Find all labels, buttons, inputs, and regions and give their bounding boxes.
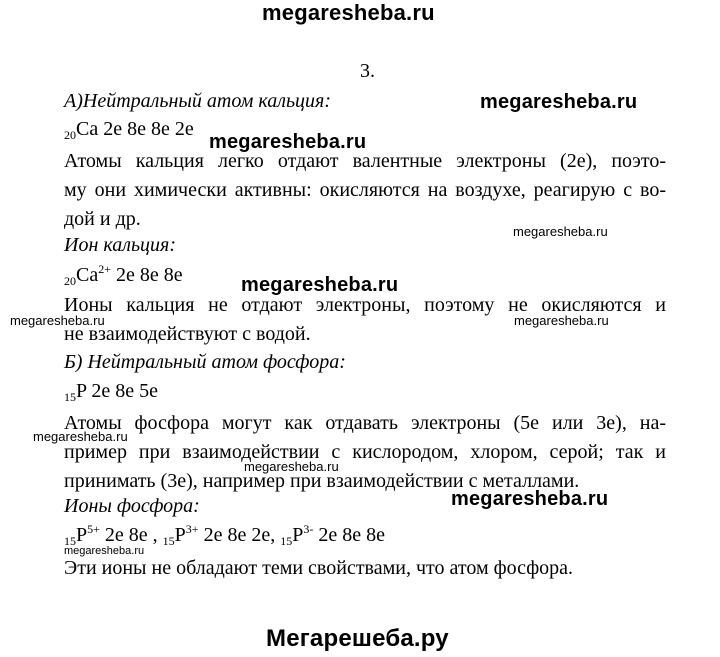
phosphorus-paragraph — [64, 409, 666, 496]
watermark-right-6: megaresheba.ru — [514, 313, 609, 328]
watermark-center-4: megaresheba.ru — [241, 274, 399, 296]
calcium-ion-paragraph-line-1: Ионы кальция не отдают электроны, поэтому не окисляются и — [64, 294, 666, 316]
p-ion-2-atomic-number: 15 — [162, 534, 175, 548]
watermark-right-9: megaresheba.ru — [451, 488, 609, 510]
calcium-ion-charge: 2+ — [98, 262, 111, 276]
phosphorus-ions-config — [64, 524, 385, 547]
calcium-ion-symbol: Ca — [76, 264, 99, 286]
heading-calcium-ion: Ион кальция: — [64, 234, 177, 256]
p-ion-2-symbol: P — [174, 524, 186, 546]
calcium-symbol: Ca — [76, 118, 99, 140]
calcium-ion-atomic-number: 20 — [64, 274, 76, 288]
calcium-atomic-number: 20 — [64, 128, 76, 142]
task-number: 3. — [360, 60, 375, 82]
p-ion-3-charge: 3- — [303, 522, 314, 536]
phosphorus-config — [64, 380, 158, 403]
watermark-left-7: megaresheba.ru — [33, 429, 128, 444]
calcium-paragraph-line-1: Атомы кальция легко отдают валентные электроны (2е), поэто- — [64, 150, 666, 172]
heading-phosphorus-ions: Ионы фосфора: — [64, 495, 200, 517]
heading-neutral-calcium: А)Нейтральный атом кальция: — [64, 90, 332, 112]
watermark-right-2: megaresheba.ru — [209, 131, 367, 153]
p-ion-2-charge: 3+ — [185, 522, 199, 536]
p-ion-1-atomic-number: 15 — [64, 534, 76, 548]
watermark-bottom: Мегарешеба.ру — [266, 625, 449, 652]
watermark-right-1: megaresheba.ru — [480, 91, 638, 113]
calcium-config — [64, 118, 194, 141]
phosphorus-symbol: P — [76, 380, 87, 402]
calcium-ion-electron-config: 2e 8e 8e — [111, 264, 183, 286]
p-ion-1-charge: 5+ — [87, 522, 100, 536]
p-ion-3-symbol: P — [292, 524, 304, 546]
phosphorus-paragraph-line-2: пример при взаимодействии с кислородом, хлором, серой; так и — [64, 441, 666, 463]
watermark-center-8: megaresheba.ru — [244, 459, 339, 474]
phosphorus-ions-paragraph: Эти ионы не обладают теми свойствами, что атом фосфора. — [64, 557, 574, 579]
phosphorus-paragraph-line-1: Атомы фосфора могут как отдавать электроны (5е или 3е), на- — [64, 412, 666, 434]
watermark-left-5: megaresheba.ru — [10, 313, 105, 328]
watermark-right-3: megaresheba.ru — [513, 224, 608, 239]
phosphorus-atomic-number: 15 — [64, 390, 76, 404]
watermark-left-10: megaresheba.ru — [64, 545, 145, 557]
calcium-paragraph-line-2: му они химически активны: окисляются на воздухе, реагирую с во- — [64, 179, 666, 201]
phosphorus-paragraph-line-3: принимать (3е), например при взаимодействии с металлами. — [64, 470, 580, 492]
calcium-paragraph-line-3: дой и др. — [64, 208, 141, 230]
calcium-electron-config: 2e 8e 8e 2e — [98, 118, 194, 140]
calcium-paragraph — [64, 147, 666, 234]
heading-neutral-phosphorus: Б) Нейтральный атом фосфора: — [64, 351, 346, 373]
p-ion-3-config: 2e 8e 8e — [313, 524, 385, 546]
calcium-ion-config — [64, 264, 183, 287]
p-ion-2-config: 2e 8e 2e, — [198, 524, 281, 546]
p-ion-1-symbol: P — [76, 524, 88, 546]
phosphorus-electron-config: 2e 8e 5e — [86, 380, 159, 402]
watermark-top: megaresheba.ru — [262, 0, 435, 25]
p-ion-1-config: 2e 8e , — [99, 524, 163, 546]
p-ion-3-atomic-number: 15 — [280, 534, 293, 548]
calcium-ion-paragraph-line-2: не взаимодействуют с водой. — [64, 323, 311, 345]
